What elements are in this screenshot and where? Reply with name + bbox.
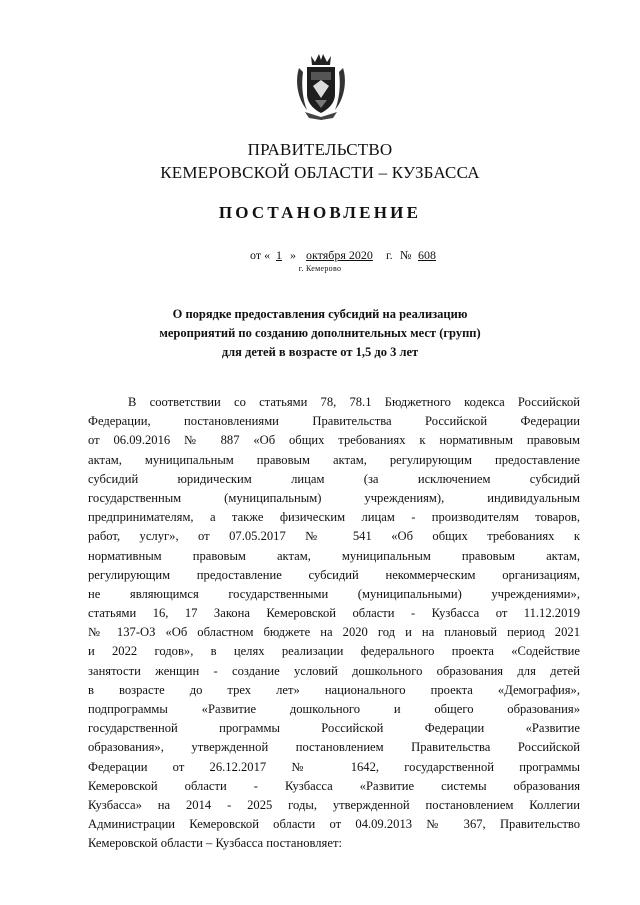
body-line: занятости женщин - создание условий дошкольного образования для детей [88, 663, 580, 678]
subject-line-2: мероприятий по созданию дополнительных мест (групп) [159, 326, 481, 340]
body-line: от 06.09.2016 № 887 «Об общих требованиях к нормативным правовым [88, 433, 580, 448]
body-line: Кемеровской области – Кузбасса постановляет: [88, 836, 342, 851]
city-name: г. Кемерово [298, 264, 342, 273]
date-suffix: г. [386, 248, 393, 262]
body-line: нормативным правовым актам, муниципальным правовым актам, [88, 548, 580, 563]
body-line: субсидий юридическим лицам (за исключением субсидий [88, 471, 580, 486]
body-line: регулирующим предоставление субсидий некоммерческим организациям, [88, 567, 580, 582]
body-line: в возрасте до трех лет» национального проекта «Демография», [88, 682, 580, 697]
body-line: государственным (муниципальным) учреждениям), индивидуальным [88, 490, 580, 505]
body-line: подпрограммы «Развитие дошкольного и общего образования» [88, 702, 580, 716]
date-mid: » [290, 248, 296, 262]
body-line: Администрации Кемеровской области от 04.09.2013 № 367, Правительство [88, 817, 580, 832]
body-line: работ, услуг», от 07.05.2017 № 541 «Об общих требованиях к [88, 529, 580, 544]
body-line: Федерации, постановлениями Правительства Российской Федерации [88, 414, 580, 429]
body-line: В соответствии со статьями 78, 78.1 Бюджетного кодекса Российской [128, 395, 580, 409]
body-line: Федерации от 26.12.2017 № 1642, государственной программы [88, 759, 580, 774]
government-name-line-2: КЕМЕРОВСКОЙ ОБЛАСТИ – КУЗБАССА [160, 163, 480, 182]
date-month-year: октября 2020 [306, 248, 373, 262]
body-line: образования», утвержденной постановлением Правительства Российской [88, 740, 580, 755]
document-title: ПОСТАНОВЛЕНИЕ [218, 203, 422, 222]
body-line: государственной программы Российской Федерации «Развитие [88, 721, 580, 736]
date-prefix: от « [250, 248, 271, 262]
date-day: 1 [276, 248, 282, 262]
government-name-line-1: ПРАВИТЕЛЬСТВО [247, 140, 393, 159]
body-line: не являющимся государственными (муниципальными) учреждениями», [88, 586, 580, 601]
document-date-number-line [250, 248, 470, 264]
subject-line-1: О порядке предоставления субсидий на реализацию [172, 307, 468, 321]
coat-of-arms-emblem [293, 50, 349, 120]
subject-line-3: для детей в возрасте от 1,5 до 3 лет [221, 345, 419, 359]
number-label: № [400, 248, 412, 262]
document-number: 608 [418, 248, 436, 262]
body-line: Кузбасса» на 2014 - 2025 годы, утвержденной постановлением Коллегии [88, 797, 580, 812]
body-line: предпринимателям, а также физическим лицам - производителям товаров, [88, 510, 580, 525]
body-line: и 2022 годов», в целях реализации федерального проекта «Содействие [88, 644, 580, 659]
body-line: актам, муниципальным правовым актам, регулирующим предоставление [88, 452, 580, 467]
body-line: Кемеровской области - Кузбасса «Развитие системы образования [88, 778, 580, 793]
body-line: № 137-ОЗ «Об областном бюджете на 2020 год и на плановый период 2021 [88, 625, 580, 640]
body-paragraph [88, 393, 580, 854]
body-line: статьями 16, 17 Закона Кемеровской области - Кузбасса от 11.12.2019 [88, 606, 580, 621]
